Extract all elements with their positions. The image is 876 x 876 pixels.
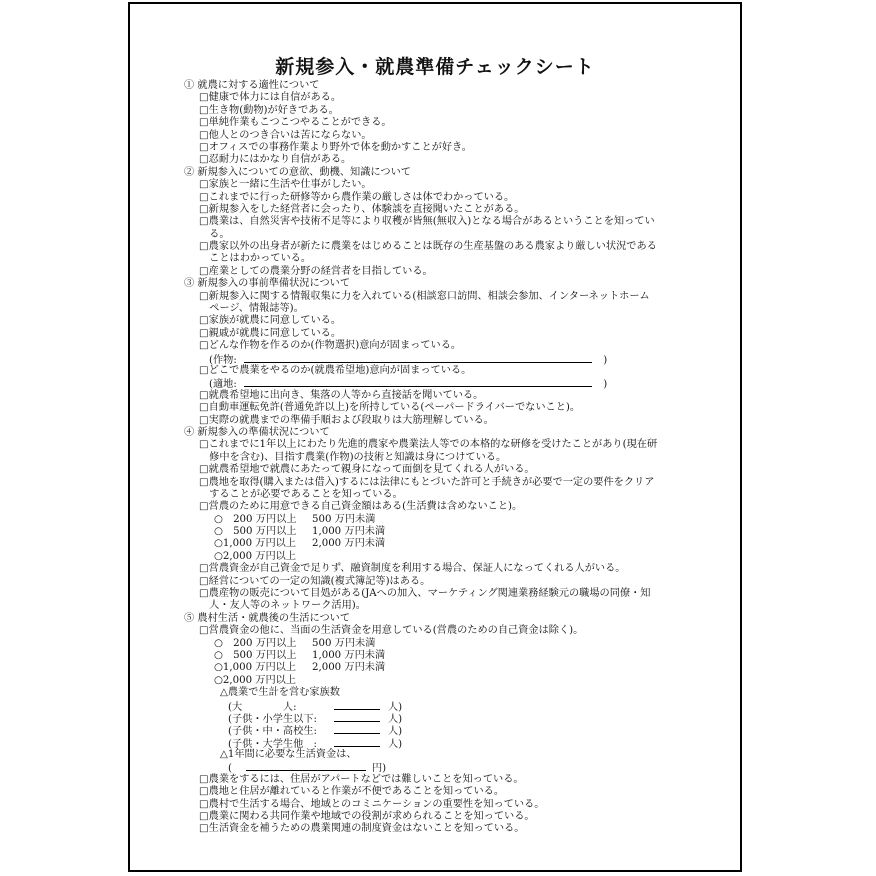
check-item[interactable]: □忍耐力にはかなり自信がある。 [199,154,352,166]
close-paren: ) [603,379,608,391]
check-item[interactable]: □農家以外の出身者が新たに農業をはじめることは既存の生産基盤のある農家より厳しい状況である [199,241,657,253]
check-item[interactable]: □産業としての農業分野の経営者を目指している。 [199,265,433,277]
check-item[interactable]: □家族が就農に同意している。 [199,315,342,327]
check-item-continuation: る。 [199,228,230,240]
check-item-continuation: ことはわかっている。 [199,253,312,265]
family-row: (大 人: 人) [228,701,403,713]
check-item[interactable]: □農業に関わる共同作業や地域での役割が求められることを知っている。 [199,811,535,823]
area-label: (適地: [209,379,237,391]
check-item[interactable]: □生活資金を補うための農業関連の制度資金はないことを知っている。 [199,823,525,835]
section-heading: ④ 新規参入の準備状況について [184,426,330,438]
crop-input[interactable] [244,353,592,363]
check-item[interactable]: □農地と住居が離れていると作業が不便であることを知っている。 [199,786,505,798]
close-paren: ) [603,354,608,366]
section-heading: ⑤ 農村生活・就農後の生活について [184,612,351,624]
family-row: (子供・大学生他 : 人) [228,738,403,750]
check-item[interactable]: □就農希望地に出向き、集落の人等から直接話を聞いている。 [199,389,484,401]
family-row: (子供・小学生以下: 人) [228,713,403,725]
area-field-row [184,377,704,389]
section-rural-life [184,613,704,836]
living-heading: △1年間に必要な生活資金は、 [220,749,357,761]
check-item[interactable]: □経営についての一定の知識(複式簿記等)はある。 [199,575,431,587]
check-item-continuation: ページ、情報誌等)。 [199,303,304,315]
check-item[interactable]: □単純作業もこつこつやることができる。 [199,117,392,129]
amount-option[interactable]: ○1,000 万円以上 2,000 万円未満 [214,538,386,550]
check-item[interactable]: □農産物の販売について目処がある(JAへの加入、マーケティング関連業務経験元の職場の同僚・知 [199,588,651,600]
amount-option[interactable]: ○ 500 万円以上 1,000 万円未満 [214,649,386,661]
check-item[interactable]: □自動車運転免許(普通免許以上)を所持している(ペーパードライバーでないこと)。 [199,402,581,414]
section-readiness [184,427,704,613]
section-heading: ② 新規参入についての意欲、動機、知識について [184,166,411,178]
amount-option[interactable]: ○1,000 万円以上 2,000 万円未満 [214,662,386,674]
family-count-input[interactable] [334,712,380,722]
family-count-input[interactable] [334,724,380,734]
living-cost-input[interactable] [246,761,366,771]
check-item[interactable]: □農業は、自然災害や技術不足等により収穫が皆無(無収入)となる場合があるということを知ってい [199,216,655,228]
check-item[interactable]: □他人とのつき合いは苦にならない。 [199,129,372,141]
check-item[interactable]: □これまでに行った研修等から農作業の厳しさは体でわかっている。 [199,191,515,203]
check-item[interactable]: □生き物(動物)が好きである。 [199,104,339,116]
check-item[interactable]: □営農資金が自己資金で足りず、融資制度を利用する場合、保証人になってくれる人がいる。 [199,563,626,575]
section-aptitude [184,80,704,167]
check-item[interactable]: □新規参入に関する情報収集に力を入れている(相談窓口訪問、相談会参加、インターネットホーム [199,290,650,302]
section-heading: ③ 新規参入の事前準備状況について [184,278,351,290]
check-item[interactable]: □これまでに1年以上にわたり先進的農家や農業法人等での本格的な研修を受けたことがあり(現在研 [199,439,658,451]
amount-option[interactable]: ○2,000 万円以上 [214,674,297,686]
check-item[interactable]: □就農希望地で就農にあたって親身になって面倒を見てくれる人がいる。 [199,464,535,476]
sheet-content [184,80,704,836]
crop-label: (作物: [209,354,237,366]
check-item[interactable]: □どこで農業をやるのか(就農希望地)意向が固まっている。 [199,364,472,376]
check-item[interactable]: □どんな作物を作るのか(作物選択)意向が固まっている。 [199,340,462,352]
check-item[interactable]: □家族と一緒に生活や仕事がしたい。 [199,179,372,191]
amount-option[interactable]: ○2,000 万円以上 [214,550,297,562]
check-item[interactable]: □新規参入をした経営者に会ったり、体験談を直接聞いたことがある。 [199,203,525,215]
check-item[interactable]: □営農のために用意できる自己資金額はある(生活費は含めないこと)。 [199,501,523,513]
check-item[interactable]: □農村で生活する場合、地域とのコミニケーションの重要性を知っている。 [199,798,545,810]
check-item[interactable]: □実際の就農までの準備手順および段取りは大筋理解している。 [199,414,494,426]
family-heading: △農業で生計を営む家族数 [220,687,340,699]
section-heading: ① 就農に対する適性について [184,80,320,91]
amount-option[interactable]: ○ 200 万円以上 500 万円未満 [214,637,376,649]
check-item-continuation: 人・友人等のネットワーク活用)。 [199,600,366,612]
family-count-input[interactable] [334,737,380,747]
section-motivation [184,167,704,279]
check-item[interactable]: □農地を取得(購入または借入)するには法律にもとづいた許可と手続きが必要で一定の要件をクリア [199,476,655,488]
check-item[interactable]: □親戚が就農に同意している。 [199,327,342,339]
page-title: 新規参入・就農準備チェックシート [275,56,595,78]
section-preparation [184,278,704,427]
living-field-row: ( 円) [228,763,387,775]
check-item[interactable]: □健康で体力には自信がある。 [199,92,342,104]
check-item[interactable]: □オフィスでの事務作業より野外で体を動かすことが好き。 [199,141,472,153]
amount-option[interactable]: ○ 200 万円以上 500 万円未満 [214,513,376,525]
family-row: (子供・中・高校生: 人) [228,726,403,738]
crop-field-row [184,353,704,365]
check-item-continuation: することが必要であることを知っている。 [199,488,403,500]
amount-option[interactable]: ○ 500 万円以上 1,000 万円未満 [214,526,386,538]
check-item-continuation: 修中を含む)、目指す農業(作物)の技術と知識は身につけている。 [199,451,507,463]
area-input[interactable] [244,377,592,387]
check-item[interactable]: □農業をするには、住居がアパートなどでは難しいことを知っている。 [199,773,524,785]
check-sheet-page [128,2,742,872]
family-count-input[interactable] [334,700,380,710]
check-item[interactable]: □営農資金の他に、当面の生活資金を用意している(営農のための自己資金は除く)。 [199,625,584,637]
